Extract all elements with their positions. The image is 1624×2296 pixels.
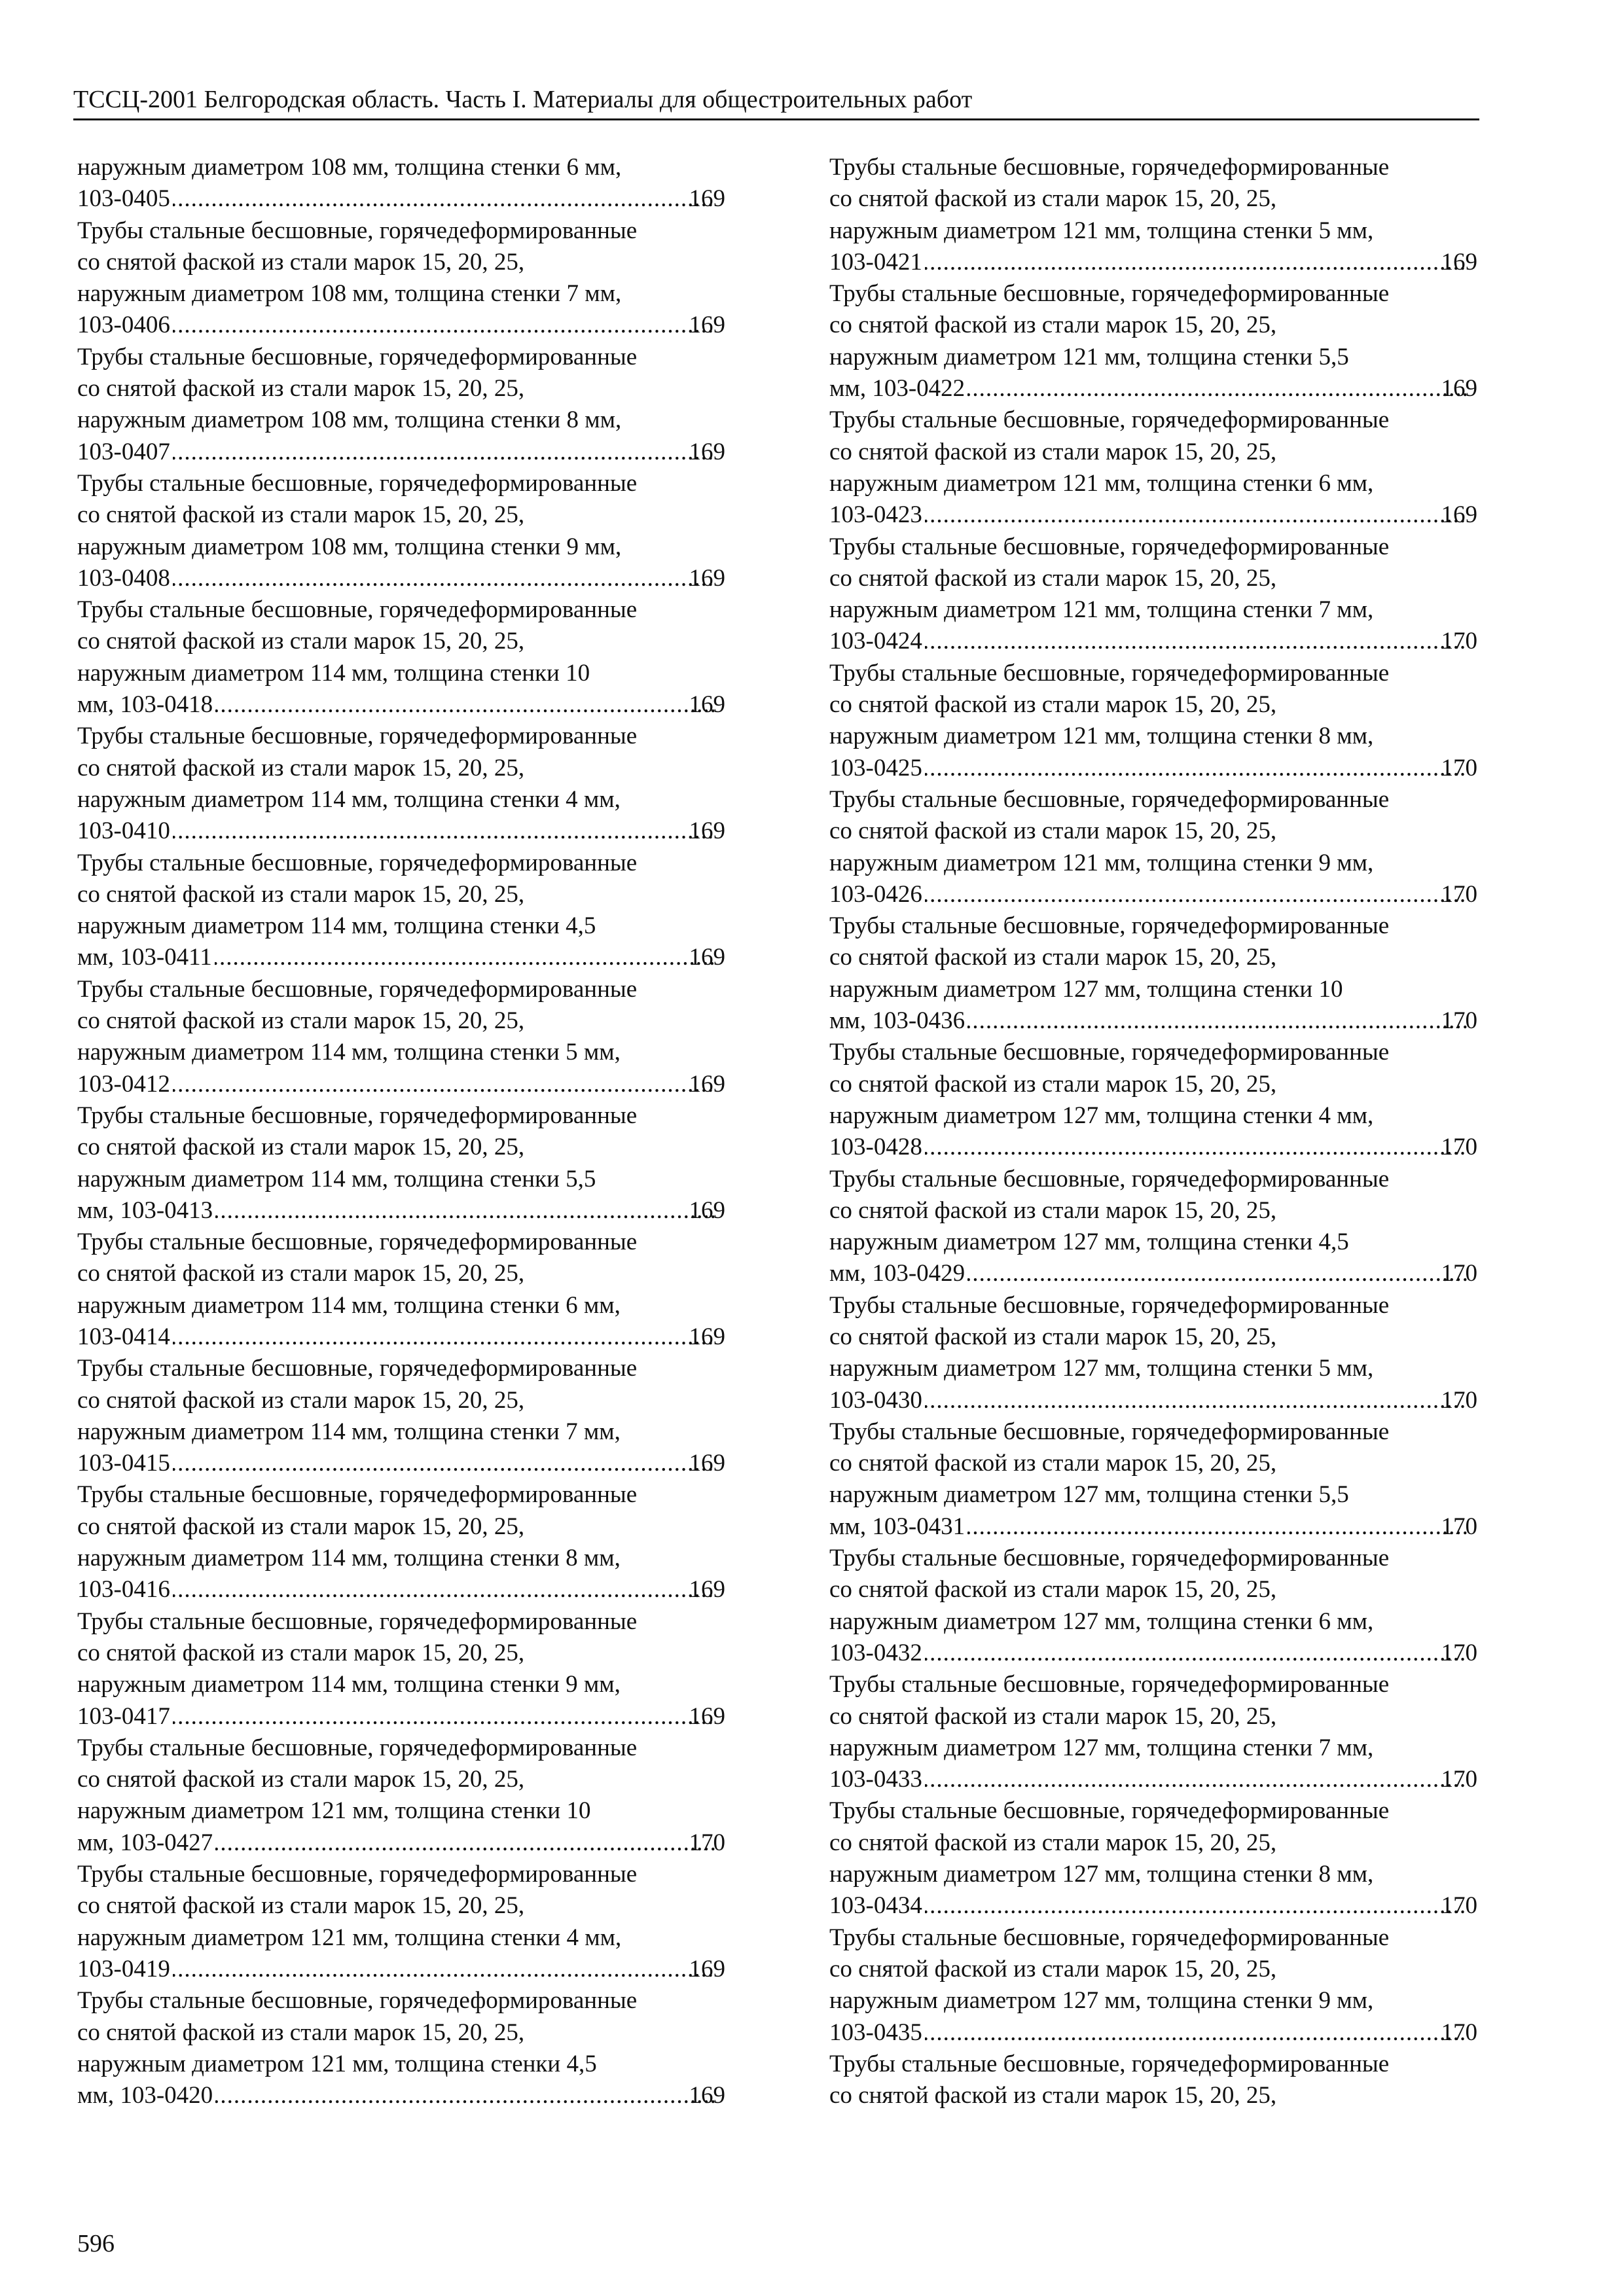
entry-text-line: наружным диаметром 114 мм, толщина стенки 5,5 (77, 1165, 596, 1193)
dot-leader (925, 499, 1468, 531)
entry-text-line: наружным диаметром 108 мм, толщина стенки 8 мм, (77, 406, 622, 434)
entry-code-line (829, 499, 1477, 531)
running-header: ТССЦ-2001 Белгородская область. Часть I. Материалы для общестроительных работ (73, 86, 973, 113)
entry-text-line: со снятой фаской из стали марок 15, 20, 25, (829, 1576, 1277, 1604)
index-entry (829, 404, 1477, 531)
index-entry (77, 342, 725, 468)
entry-text-line: наружным диаметром 114 мм, толщина стенки 10 (77, 659, 590, 687)
page-reference: 169 (689, 1196, 725, 1224)
index-entry (829, 1922, 1477, 2049)
resource-code: мм, 103-0422 (829, 375, 965, 403)
entry-text-line: Трубы стальные бесшовные, горячедеформированные (77, 1355, 638, 1382)
page-reference: 169 (1441, 501, 1477, 529)
entry-text-line: наружным диаметром 114 мм, толщина стенки 5 мм, (77, 1039, 621, 1066)
dot-leader (215, 2080, 715, 2111)
entry-text-line: наружным диаметром 121 мм, толщина стенки 4,5 (77, 2050, 597, 2077)
entry-code-line (77, 689, 725, 721)
page-reference: 170 (1441, 1766, 1477, 1793)
resource-code: 103-0416 (77, 1576, 170, 1604)
entry-text-line: со снятой фаской из стали марок 15, 20, 25, (77, 1639, 525, 1666)
page-reference: 169 (689, 1702, 725, 1730)
dot-leader (925, 1132, 1468, 1163)
page-reference: 169 (689, 944, 725, 971)
entry-text-line: со снятой фаской из стали марок 15, 20, 25, (77, 754, 525, 781)
entry-text-line: со снятой фаской из стали марок 15, 20, 25, (77, 1260, 525, 1287)
page-reference: 169 (689, 312, 725, 339)
index-entry (829, 1416, 1477, 1543)
entry-text-line: Трубы стальные бесшовные, горячедеформированные (77, 975, 638, 1003)
entry-text-line: наружным диаметром 121 мм, толщина стенки 5,5 (829, 343, 1349, 370)
dot-leader (215, 1827, 715, 1859)
entry-text-line: со снятой фаской из стали марок 15, 20, 25, (829, 1702, 1277, 1730)
entry-text-line: наружным диаметром 121 мм, толщина стенки 10 (77, 1797, 591, 1825)
resource-code: 103-0434 (829, 1892, 922, 1920)
entry-text-line: наружным диаметром 114 мм, толщина стенки 6 мм, (77, 1291, 621, 1319)
entry-text-line: Трубы стальные бесшовные, горячедеформированные (829, 154, 1390, 181)
resource-code: 103-0430 (829, 1386, 922, 1414)
entry-code-line (77, 2080, 725, 2111)
index-entry (829, 1164, 1477, 1290)
index-entry (77, 721, 725, 847)
entry-text-line: Трубы стальные бесшовные, горячедеформированные (829, 406, 1390, 434)
dot-leader (173, 310, 715, 341)
index-entry (829, 1543, 1477, 1669)
dot-leader (967, 1005, 1467, 1037)
entry-code-line (77, 183, 725, 215)
dot-leader (967, 1258, 1467, 1289)
index-entry (829, 531, 1477, 658)
page-reference: 170 (1441, 1007, 1477, 1035)
entry-text-line: Трубы стальные бесшовные, горячедеформированные (829, 280, 1390, 308)
resource-code: 103-0414 (77, 1323, 170, 1350)
resource-code: мм, 103-0431 (829, 1513, 965, 1540)
index-entry (77, 1227, 725, 1353)
entry-code-line (829, 1132, 1477, 1163)
entry-text-line: со снятой фаской из стали марок 15, 20, 25, (829, 2082, 1277, 2109)
dot-leader (173, 183, 715, 215)
entry-text-line: Трубы стальные бесшовные, горячедеформированные (77, 1229, 638, 1256)
entry-text-line: со снятой фаской из стали марок 15, 20, 25, (829, 1450, 1277, 1477)
entry-code-line (77, 310, 725, 341)
entry-code-line (77, 437, 725, 468)
dot-leader (925, 2017, 1468, 2049)
page-reference: 169 (689, 1576, 725, 1604)
entry-text-line: Трубы стальные бесшовные, горячедеформированные (77, 217, 638, 244)
entry-code-line (77, 563, 725, 594)
index-entry (77, 1100, 725, 1227)
index-entry (77, 848, 725, 974)
index-entry (829, 1795, 1477, 1922)
resource-code: 103-0407 (77, 438, 170, 465)
entry-code-line (829, 373, 1477, 404)
page-reference: 170 (1441, 1639, 1477, 1666)
entry-text-line: Трубы стальные бесшовные, горячедеформированные (77, 1861, 638, 1888)
entry-text-line: со снятой фаской из стали марок 15, 20, 25, (77, 628, 525, 655)
dot-leader (173, 1954, 715, 1985)
page-reference: 169 (1441, 248, 1477, 276)
index-entry (77, 1606, 725, 1732)
entry-code-line (829, 1258, 1477, 1289)
resource-code: 103-0419 (77, 1955, 170, 1982)
resource-code: мм, 103-0413 (77, 1196, 213, 1224)
dot-leader (173, 1448, 715, 1479)
page-reference: 169 (689, 185, 725, 213)
page-reference: 170 (1441, 754, 1477, 781)
dot-leader (173, 1321, 715, 1353)
index-entry (829, 1037, 1477, 1163)
resource-code: 103-0426 (829, 880, 922, 908)
entry-text-line: Трубы стальные бесшовные, горячедеформированные (77, 1607, 638, 1635)
entry-text-line: со снятой фаской из стали марок 15, 20, 25, (77, 880, 525, 908)
entry-text-line: со снятой фаской из стали марок 15, 20, 25, (829, 1196, 1277, 1224)
entry-text-line: наружным диаметром 114 мм, толщина стенки 9 мм, (77, 1671, 621, 1698)
resource-code: мм, 103-0436 (829, 1007, 965, 1035)
entry-text-line: Трубы стальные бесшовные, горячедеформированные (829, 659, 1390, 687)
entry-text-line: Трубы стальные бесшовные, горячедеформированные (77, 1102, 638, 1129)
resource-code: 103-0424 (829, 628, 922, 655)
entry-text-line: Трубы стальные бесшовные, горячедеформированные (77, 343, 638, 370)
index-entry (77, 1479, 725, 1605)
dot-leader (925, 247, 1468, 278)
entry-text-line: наружным диаметром 108 мм, толщина стенки 7 мм, (77, 280, 622, 308)
entry-text-line: Трубы стальные бесшовные, горячедеформированные (77, 596, 638, 624)
entry-code-line (77, 942, 725, 973)
entry-text-line: со снятой фаской из стали марок 15, 20, 25, (829, 1955, 1277, 1982)
entry-code-line (829, 247, 1477, 278)
entry-text-line: Трубы стальные бесшовные, горячедеформированные (829, 1165, 1390, 1193)
entry-text-line: наружным диаметром 121 мм, толщина стенки 6 мм, (829, 469, 1374, 497)
entry-text-line: Трубы стальные бесшовные, горячедеформированные (829, 1545, 1390, 1572)
entry-code-line (77, 1954, 725, 1985)
entry-code-line (829, 1764, 1477, 1795)
entry-text-line: со снятой фаской из стали марок 15, 20, 25, (829, 564, 1277, 592)
entry-code-line (829, 879, 1477, 910)
index-entry (829, 278, 1477, 404)
dot-leader (215, 1195, 715, 1227)
index-entry (77, 594, 725, 721)
dot-leader (215, 942, 715, 973)
index-entry (77, 152, 725, 215)
index-entry (77, 1732, 725, 1859)
resource-code: мм, 103-0418 (77, 691, 213, 719)
entry-text-line: Трубы стальные бесшовные, горячедеформированные (829, 1291, 1390, 1319)
entry-code-line (829, 1890, 1477, 1922)
entry-text-line: наружным диаметром 121 мм, толщина стенки 4 мм, (77, 1924, 622, 1951)
entry-code-line (77, 1195, 725, 1227)
resource-code: 103-0405 (77, 185, 170, 213)
entry-text-line: Трубы стальные бесшовные, горячедеформированные (77, 1734, 638, 1761)
index-entry (77, 468, 725, 594)
entry-code-line (829, 1511, 1477, 1543)
page-reference: 170 (1441, 1892, 1477, 1920)
index-entry (77, 1985, 725, 2111)
resource-code: 103-0435 (829, 2018, 922, 2046)
index-entry (829, 784, 1477, 910)
page-reference: 170 (1441, 1513, 1477, 1540)
entry-code-line (77, 816, 725, 847)
page-number: 596 (77, 2230, 115, 2257)
resource-code: 103-0406 (77, 312, 170, 339)
entry-text-line: наружным диаметром 114 мм, толщина стенки 4,5 (77, 912, 596, 940)
resource-code: 103-0410 (77, 817, 170, 845)
entry-text-line: со снятой фаской из стали марок 15, 20, 25, (77, 1766, 525, 1793)
resource-code: мм, 103-0429 (829, 1260, 965, 1287)
entry-text-line: со снятой фаской из стали марок 15, 20, 25, (77, 1386, 525, 1414)
entry-text-line: со снятой фаской из стали марок 15, 20, 25, (77, 501, 525, 529)
entry-text-line: со снятой фаской из стали марок 15, 20, 25, (829, 1323, 1277, 1350)
dot-leader (925, 753, 1468, 784)
entry-text-line: со снятой фаской из стали марок 15, 20, 25, (829, 438, 1277, 465)
entry-text-line: со снятой фаской из стали марок 15, 20, 25, (77, 375, 525, 403)
resource-code: 103-0417 (77, 1702, 170, 1730)
dot-leader (925, 626, 1468, 657)
dot-leader (925, 1890, 1468, 1922)
entry-code-line (77, 1448, 725, 1479)
page-reference: 170 (1441, 1386, 1477, 1414)
entry-text-line: Трубы стальные бесшовные, горячедеформированные (829, 1924, 1390, 1951)
entry-text-line: Трубы стальные бесшовные, горячедеформированные (77, 1481, 638, 1509)
entry-text-line: наружным диаметром 108 мм, толщина стенки 9 мм, (77, 533, 622, 560)
entry-text-line: Трубы стальные бесшовные, горячедеформированные (829, 1797, 1390, 1825)
entry-text-line: со снятой фаской из стали марок 15, 20, 25, (77, 1892, 525, 1920)
entry-code-line (829, 1005, 1477, 1037)
entry-text-line: наружным диаметром 127 мм, толщина стенки 8 мм, (829, 1861, 1374, 1888)
page-reference: 169 (689, 1955, 725, 1982)
entry-text-line: Трубы стальные бесшовные, горячедеформированные (77, 469, 638, 497)
page-reference: 169 (689, 2082, 725, 2109)
resource-code: мм, 103-0427 (77, 1829, 213, 1856)
entry-text-line: Трубы стальные бесшовные, горячедеформированные (829, 1418, 1390, 1445)
entry-text-line: наружным диаметром 127 мм, толщина стенки 4 мм, (829, 1102, 1374, 1129)
entry-text-line: со снятой фаской из стали марок 15, 20, 25, (829, 312, 1277, 339)
index-entry (829, 152, 1477, 278)
entry-text-line: Трубы стальные бесшовные, горячедеформированные (77, 1987, 638, 2015)
entry-code-line (829, 1638, 1477, 1669)
entry-code-line (77, 1574, 725, 1605)
resource-code: мм, 103-0411 (77, 944, 212, 971)
entry-code-line (829, 1385, 1477, 1416)
dot-leader (967, 1511, 1467, 1543)
entry-text-line: со снятой фаской из стали марок 15, 20, 25, (829, 1070, 1277, 1098)
index-entry (77, 1859, 725, 1985)
entry-text-line: Трубы стальные бесшовные, горячедеформированные (77, 723, 638, 750)
resource-code: 103-0428 (829, 1134, 922, 1161)
index-column-left (77, 152, 725, 2111)
entry-text-line: Трубы стальные бесшовные, горячедеформированные (829, 1671, 1390, 1698)
entry-text-line: наружным диаметром 121 мм, толщина стенки 8 мм, (829, 723, 1374, 750)
entry-code-line (77, 1321, 725, 1353)
index-entry (829, 2049, 1477, 2112)
index-entry (829, 910, 1477, 1037)
entry-text-line: со снятой фаской из стали марок 15, 20, 25, (829, 1829, 1277, 1856)
resource-code: 103-0421 (829, 248, 922, 276)
entry-text-line: Трубы стальные бесшовные, горячедеформированные (829, 2050, 1390, 2077)
page-reference: 169 (689, 817, 725, 845)
dot-leader (215, 689, 715, 721)
page-reference: 169 (689, 691, 725, 719)
page-reference: 169 (689, 1450, 725, 1477)
entry-text-line: наружным диаметром 108 мм, толщина стенки 6 мм, (77, 154, 622, 181)
dot-leader (173, 1701, 715, 1732)
resource-code: 103-0423 (829, 501, 922, 529)
resource-code: 103-0408 (77, 564, 170, 592)
entry-text-line: наружным диаметром 114 мм, толщина стенки 8 мм, (77, 1545, 621, 1572)
entry-code-line (77, 1069, 725, 1100)
resource-code: 103-0415 (77, 1450, 170, 1477)
index-entry (77, 1353, 725, 1479)
entry-text-line: Трубы стальные бесшовные, горячедеформированные (829, 533, 1390, 560)
entry-text-line: Трубы стальные бесшовные, горячедеформированные (829, 1039, 1390, 1066)
dot-leader (925, 1764, 1468, 1795)
dot-leader (173, 437, 715, 468)
page-reference: 169 (689, 564, 725, 592)
entry-text-line: Трубы стальные бесшовные, горячедеформированные (77, 849, 638, 876)
resource-code: мм, 103-0420 (77, 2082, 213, 2109)
entry-text-line: наружным диаметром 121 мм, толщина стенки 9 мм, (829, 849, 1374, 876)
index-entry (829, 1669, 1477, 1795)
entry-text-line: наружным диаметром 127 мм, толщина стенки 5 мм, (829, 1355, 1374, 1382)
entry-code-line (77, 1827, 725, 1859)
entry-text-line: наружным диаметром 121 мм, толщина стенки 7 мм, (829, 596, 1374, 624)
entry-text-line: со снятой фаской из стали марок 15, 20, 25, (77, 2018, 525, 2046)
dot-leader (967, 373, 1467, 404)
dot-leader (173, 1574, 715, 1605)
entry-text-line: наружным диаметром 127 мм, толщина стенки 4,5 (829, 1229, 1349, 1256)
entry-code-line (829, 626, 1477, 657)
dot-leader (925, 1385, 1468, 1416)
page-reference: 170 (1441, 880, 1477, 908)
page-reference: 169 (689, 1323, 725, 1350)
entry-code-line (77, 1701, 725, 1732)
entry-text-line: Трубы стальные бесшовные, горячедеформированные (829, 785, 1390, 813)
entry-text-line: со снятой фаской из стали марок 15, 20, 25, (829, 185, 1277, 213)
entry-text-line: со снятой фаской из стали марок 15, 20, 25, (77, 248, 525, 276)
index-column-right (829, 152, 1477, 2111)
dot-leader (925, 1638, 1468, 1669)
dot-leader (173, 816, 715, 847)
entry-code-line (829, 2017, 1477, 2049)
dot-leader (173, 563, 715, 594)
entry-text-line: наружным диаметром 127 мм, толщина стенки 7 мм, (829, 1734, 1374, 1761)
entry-text-line: со снятой фаской из стали марок 15, 20, 25, (829, 817, 1277, 845)
page-reference: 169 (689, 1070, 725, 1098)
resource-code: 103-0412 (77, 1070, 170, 1098)
resource-code: 103-0425 (829, 754, 922, 781)
page-reference: 169 (689, 438, 725, 465)
entry-text-line: наружным диаметром 127 мм, толщина стенки 5,5 (829, 1481, 1349, 1509)
entry-text-line: наружным диаметром 127 мм, толщина стенки 9 мм, (829, 1987, 1374, 2015)
entry-text-line: со снятой фаской из стали марок 15, 20, 25, (829, 691, 1277, 719)
page-reference: 170 (1441, 2018, 1477, 2046)
index-entry (829, 1290, 1477, 1416)
page-reference: 170 (1441, 628, 1477, 655)
page-reference: 169 (1441, 375, 1477, 403)
entry-text-line: наружным диаметром 127 мм, толщина стенки 10 (829, 975, 1343, 1003)
index-entry (829, 658, 1477, 784)
entry-text-line: наружным диаметром 114 мм, толщина стенки 7 мм, (77, 1418, 621, 1445)
resource-code: 103-0433 (829, 1766, 922, 1793)
entry-text-line: со снятой фаской из стали марок 15, 20, 25, (829, 944, 1277, 971)
entry-text-line: со снятой фаской из стали марок 15, 20, 25, (77, 1513, 525, 1540)
dot-leader (925, 879, 1468, 910)
index-entry (77, 215, 725, 342)
entry-text-line: наружным диаметром 121 мм, толщина стенки 5 мм, (829, 217, 1374, 244)
resource-code: 103-0432 (829, 1639, 922, 1666)
index-entry (77, 974, 725, 1100)
entry-code-line (829, 753, 1477, 784)
entry-text-line: со снятой фаской из стали марок 15, 20, 25, (77, 1134, 525, 1161)
page-reference: 170 (1441, 1260, 1477, 1287)
page-reference: 170 (1441, 1134, 1477, 1161)
entry-text-line: наружным диаметром 114 мм, толщина стенки 4 мм, (77, 785, 621, 813)
header-rule (73, 118, 1479, 120)
entry-text-line: Трубы стальные бесшовные, горячедеформированные (829, 912, 1390, 940)
page-reference: 170 (689, 1829, 725, 1856)
dot-leader (173, 1069, 715, 1100)
entry-text-line: наружным диаметром 127 мм, толщина стенки 6 мм, (829, 1607, 1374, 1635)
entry-text-line: со снятой фаской из стали марок 15, 20, 25, (77, 1007, 525, 1035)
